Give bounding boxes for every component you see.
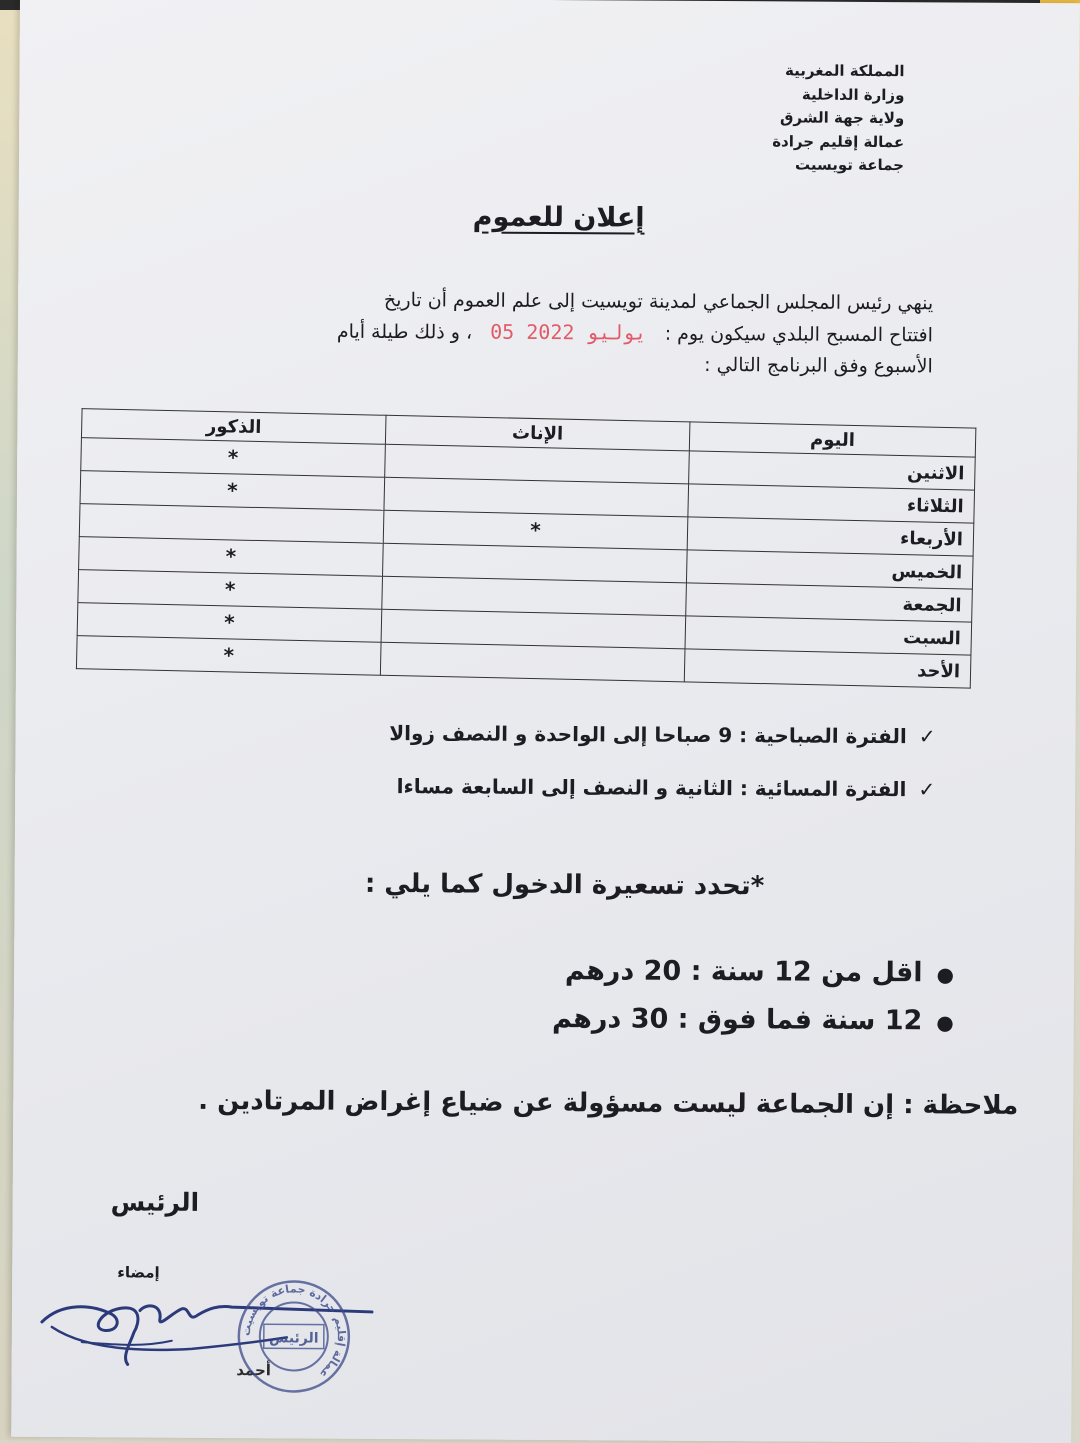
note: ملاحظة : إن الجماعة ليست مسؤولة عن ضياع إغراض المرتادين . <box>198 1085 1019 1121</box>
females-cell <box>380 642 685 682</box>
day-cell: الأربعاء <box>687 517 974 556</box>
day-cell: الأحد <box>684 649 971 688</box>
letterhead-line-commune: جماعة تويسيت <box>794 155 905 175</box>
males-cell: * <box>81 438 386 478</box>
intro-line-2-start: افتتاح المسبح البلدي سيكون يوم : <box>664 322 934 347</box>
price-under-12: اقل من 12 سنة : 20 درهم <box>564 955 923 989</box>
check-icon: ✓ <box>918 777 936 802</box>
day-cell: الخميس <box>686 550 973 589</box>
pricing-title: *تحدد تسعيرة الدخول كما يلي : <box>364 868 765 902</box>
letterhead <box>772 59 905 177</box>
document-page <box>11 0 1080 1443</box>
bullet-icon: ● <box>936 1010 954 1035</box>
bullet-icon: ● <box>936 962 955 987</box>
letterhead-line-ministry: وزارة الداخلية <box>801 85 905 104</box>
stamp-ring-text: عمالة إقليم جرادة جماعة تويسيت <box>239 1282 348 1381</box>
intro-line-2-end: ، و ذلك طيلة أيام <box>336 320 473 344</box>
intro-line-1: ينهي رئيس المجلس الجماعي لمدينة تويسيت إلى علم العموم أن تاريخ <box>383 288 934 315</box>
morning-period <box>389 721 935 748</box>
day-cell: السبت <box>685 616 972 655</box>
check-icon: ✓ <box>918 724 936 749</box>
letterhead-line-province: عمالة إقليم جرادة <box>772 131 905 151</box>
day-cell: الثلاثاء <box>688 484 975 523</box>
intro-line-2 <box>337 316 933 352</box>
list-item <box>552 1003 954 1036</box>
males-cell: * <box>78 570 383 610</box>
day-cell: الاثنين <box>689 451 976 490</box>
letterhead-line-kingdom: المملكة المغربية <box>784 61 905 81</box>
stamp-center-text: الرئيس <box>269 1330 319 1347</box>
header-males: الذكور <box>81 409 386 445</box>
evening-period-text: الفترة المسائية : الثانية و النصف إلى السابعة مساءا <box>396 774 907 802</box>
schedule-table <box>76 408 976 688</box>
letterhead-line-wilaya: ولاية جهة الشرق <box>779 108 905 128</box>
signature-label: إمضاء <box>117 1263 160 1282</box>
price-12-and-over: 12 سنة فما فوق : 30 درهم <box>551 1003 923 1037</box>
males-cell: * <box>76 636 381 676</box>
header-day: اليوم <box>689 422 976 457</box>
males-cell: * <box>80 471 385 511</box>
evening-period <box>397 774 936 801</box>
intro-paragraph <box>337 285 934 383</box>
males-cell: * <box>77 603 382 643</box>
list-item <box>565 955 954 988</box>
president-title: الرئيس <box>110 1187 200 1217</box>
intro-line-3: الأسبوع وفق البرنامج التالي : <box>704 353 933 378</box>
signature-name: أحمد <box>236 1361 272 1380</box>
morning-period-text: الفترة الصباحية : 9 صباحا إلى الواحدة و النصف زوالا <box>389 721 907 749</box>
females-cell: * <box>383 510 688 550</box>
males-cell: * <box>79 537 384 577</box>
header-females: الإناث <box>385 415 690 451</box>
document-title: إعلان للعموم <box>472 201 645 234</box>
date-stamp: 05 يوليو 2022 <box>490 319 647 345</box>
official-stamp-icon <box>233 1276 354 1397</box>
day-cell: الجمعة <box>686 583 973 622</box>
